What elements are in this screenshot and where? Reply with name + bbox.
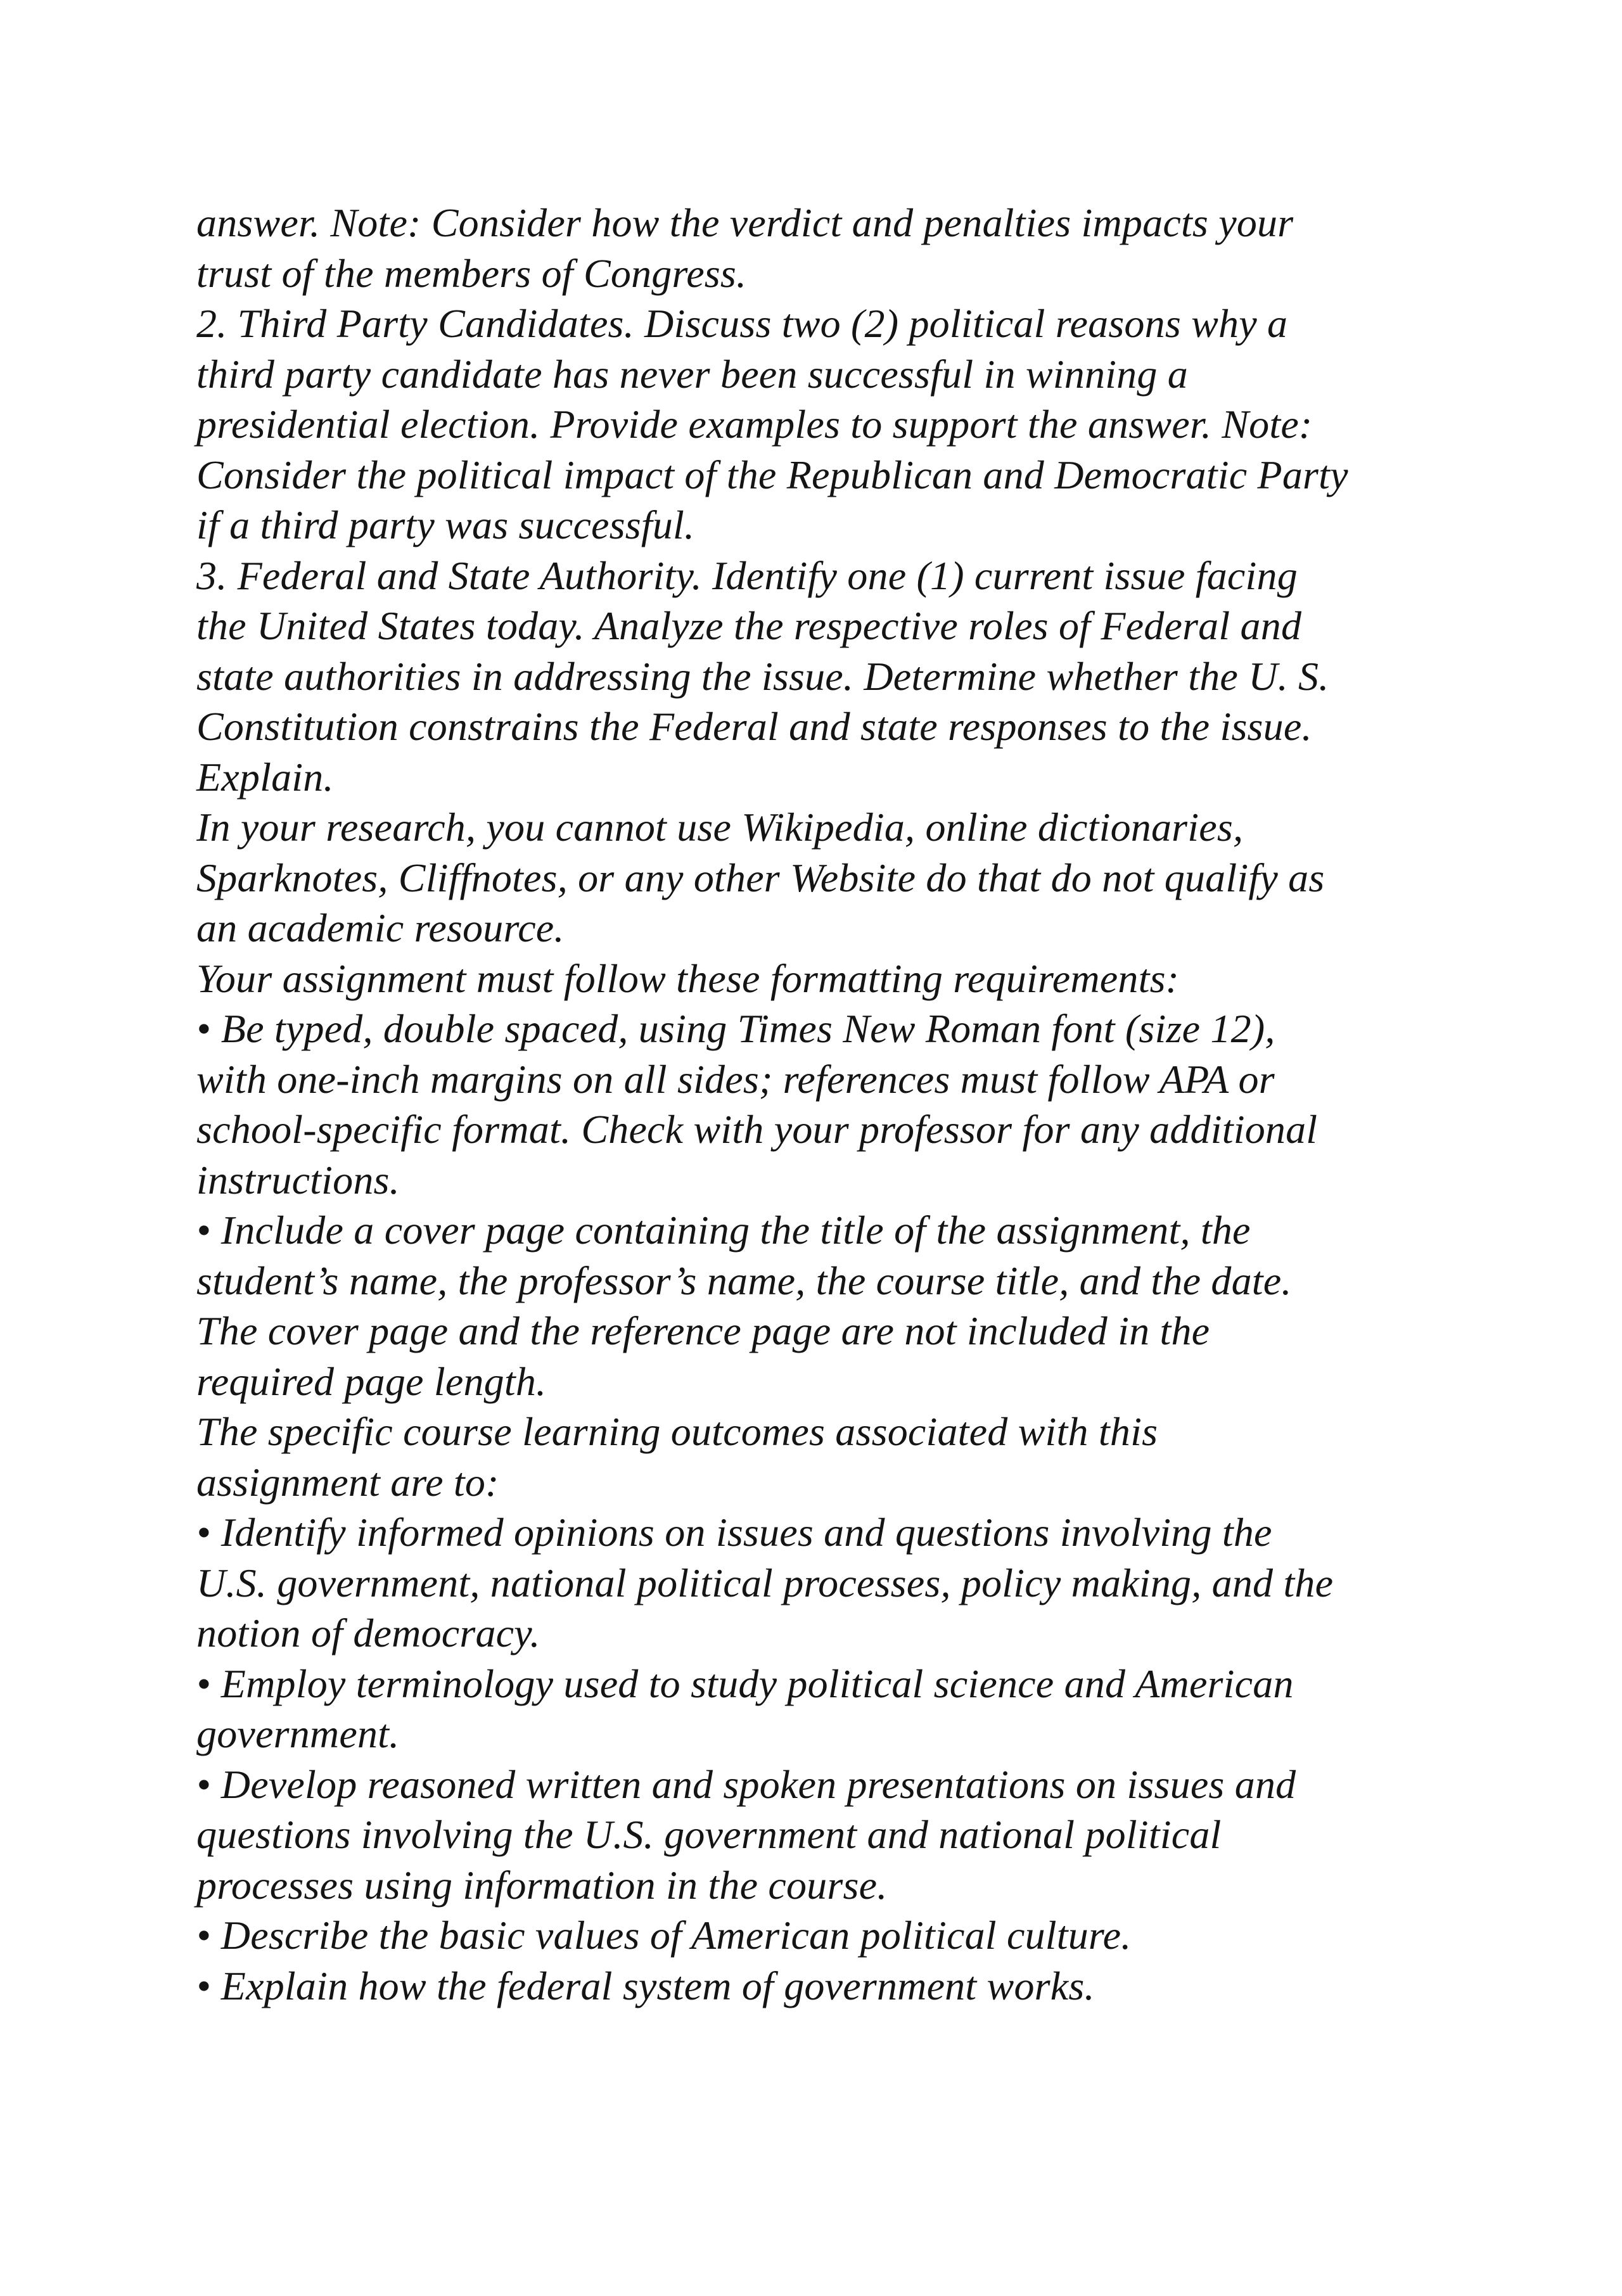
text-line: The cover page and the reference page are not included in the — [196, 1308, 1210, 1353]
document-body — [196, 198, 1464, 2011]
text-line: the United States today. Analyze the respective roles of Federal and — [196, 603, 1302, 648]
text-line: Consider the political impact of the Republican and Democratic Party — [196, 452, 1348, 497]
text-line: • Employ terminology used to study political science and American — [196, 1661, 1294, 1706]
text-line: trust of the members of Congress. — [196, 250, 747, 296]
text-line: Sparknotes, Cliffnotes, or any other Website do that do not qualify as — [196, 855, 1325, 900]
text-line: • Explain how the federal system of government works. — [196, 1963, 1095, 2008]
text-line: Constitution constrains the Federal and state responses to the issue. — [196, 704, 1312, 749]
text-line: • Include a cover page containing the title of the assignment, the — [196, 1208, 1251, 1253]
text-line: questions involving the U.S. government and national political — [196, 1812, 1222, 1857]
text-line: answer. Note: Consider how the verdict and penalties impacts your — [196, 200, 1294, 245]
text-line: third party candidate has never been successful in winning a — [196, 351, 1188, 397]
text-line: instructions. — [196, 1157, 400, 1202]
text-line: student’s name, the professor’s name, the course title, and the date. — [196, 1258, 1292, 1303]
text-line: • Describe the basic values of American political culture. — [196, 1913, 1132, 1958]
text-line: assignment are to: — [196, 1459, 499, 1505]
text-line: presidential election. Provide examples to support the answer. Note: — [196, 402, 1313, 447]
text-line: 2. Third Party Candidates. Discuss two (2) political reasons why a — [196, 301, 1288, 346]
text-line: • Identify informed opinions on issues and questions involving the — [196, 1510, 1272, 1555]
text-line: school-specific format. Check with your professor for any additional — [196, 1107, 1318, 1152]
text-line: • Be typed, double spaced, using Times New Roman font (size 12), — [196, 1006, 1275, 1051]
text-line: Explain. — [196, 754, 334, 800]
text-line: U.S. government, national political processes, policy making, and the — [196, 1560, 1334, 1605]
text-line: an academic resource. — [196, 905, 565, 950]
text-line: 3. Federal and State Authority. Identify one (1) current issue facing — [196, 552, 1298, 598]
text-line: required page length. — [196, 1358, 547, 1404]
text-line: In your research, you cannot use Wikipedia, online dictionaries, — [196, 805, 1244, 850]
text-line: processes using information in the course. — [196, 1862, 888, 1908]
text-line: Your assignment must follow these formatting requirements: — [196, 955, 1180, 1001]
text-line: notion of democracy. — [196, 1610, 540, 1655]
text-line: The specific course learning outcomes associated with this — [196, 1409, 1158, 1454]
text-line: government. — [196, 1711, 400, 1756]
text-line: with one-inch margins on all sides; references must follow APA or — [196, 1056, 1275, 1102]
text-line: • Develop reasoned written and spoken presentations on issues and — [196, 1761, 1296, 1807]
text-line: state authorities in addressing the issue. Determine whether the U. S. — [196, 653, 1329, 699]
text-line: if a third party was successful. — [196, 502, 695, 547]
